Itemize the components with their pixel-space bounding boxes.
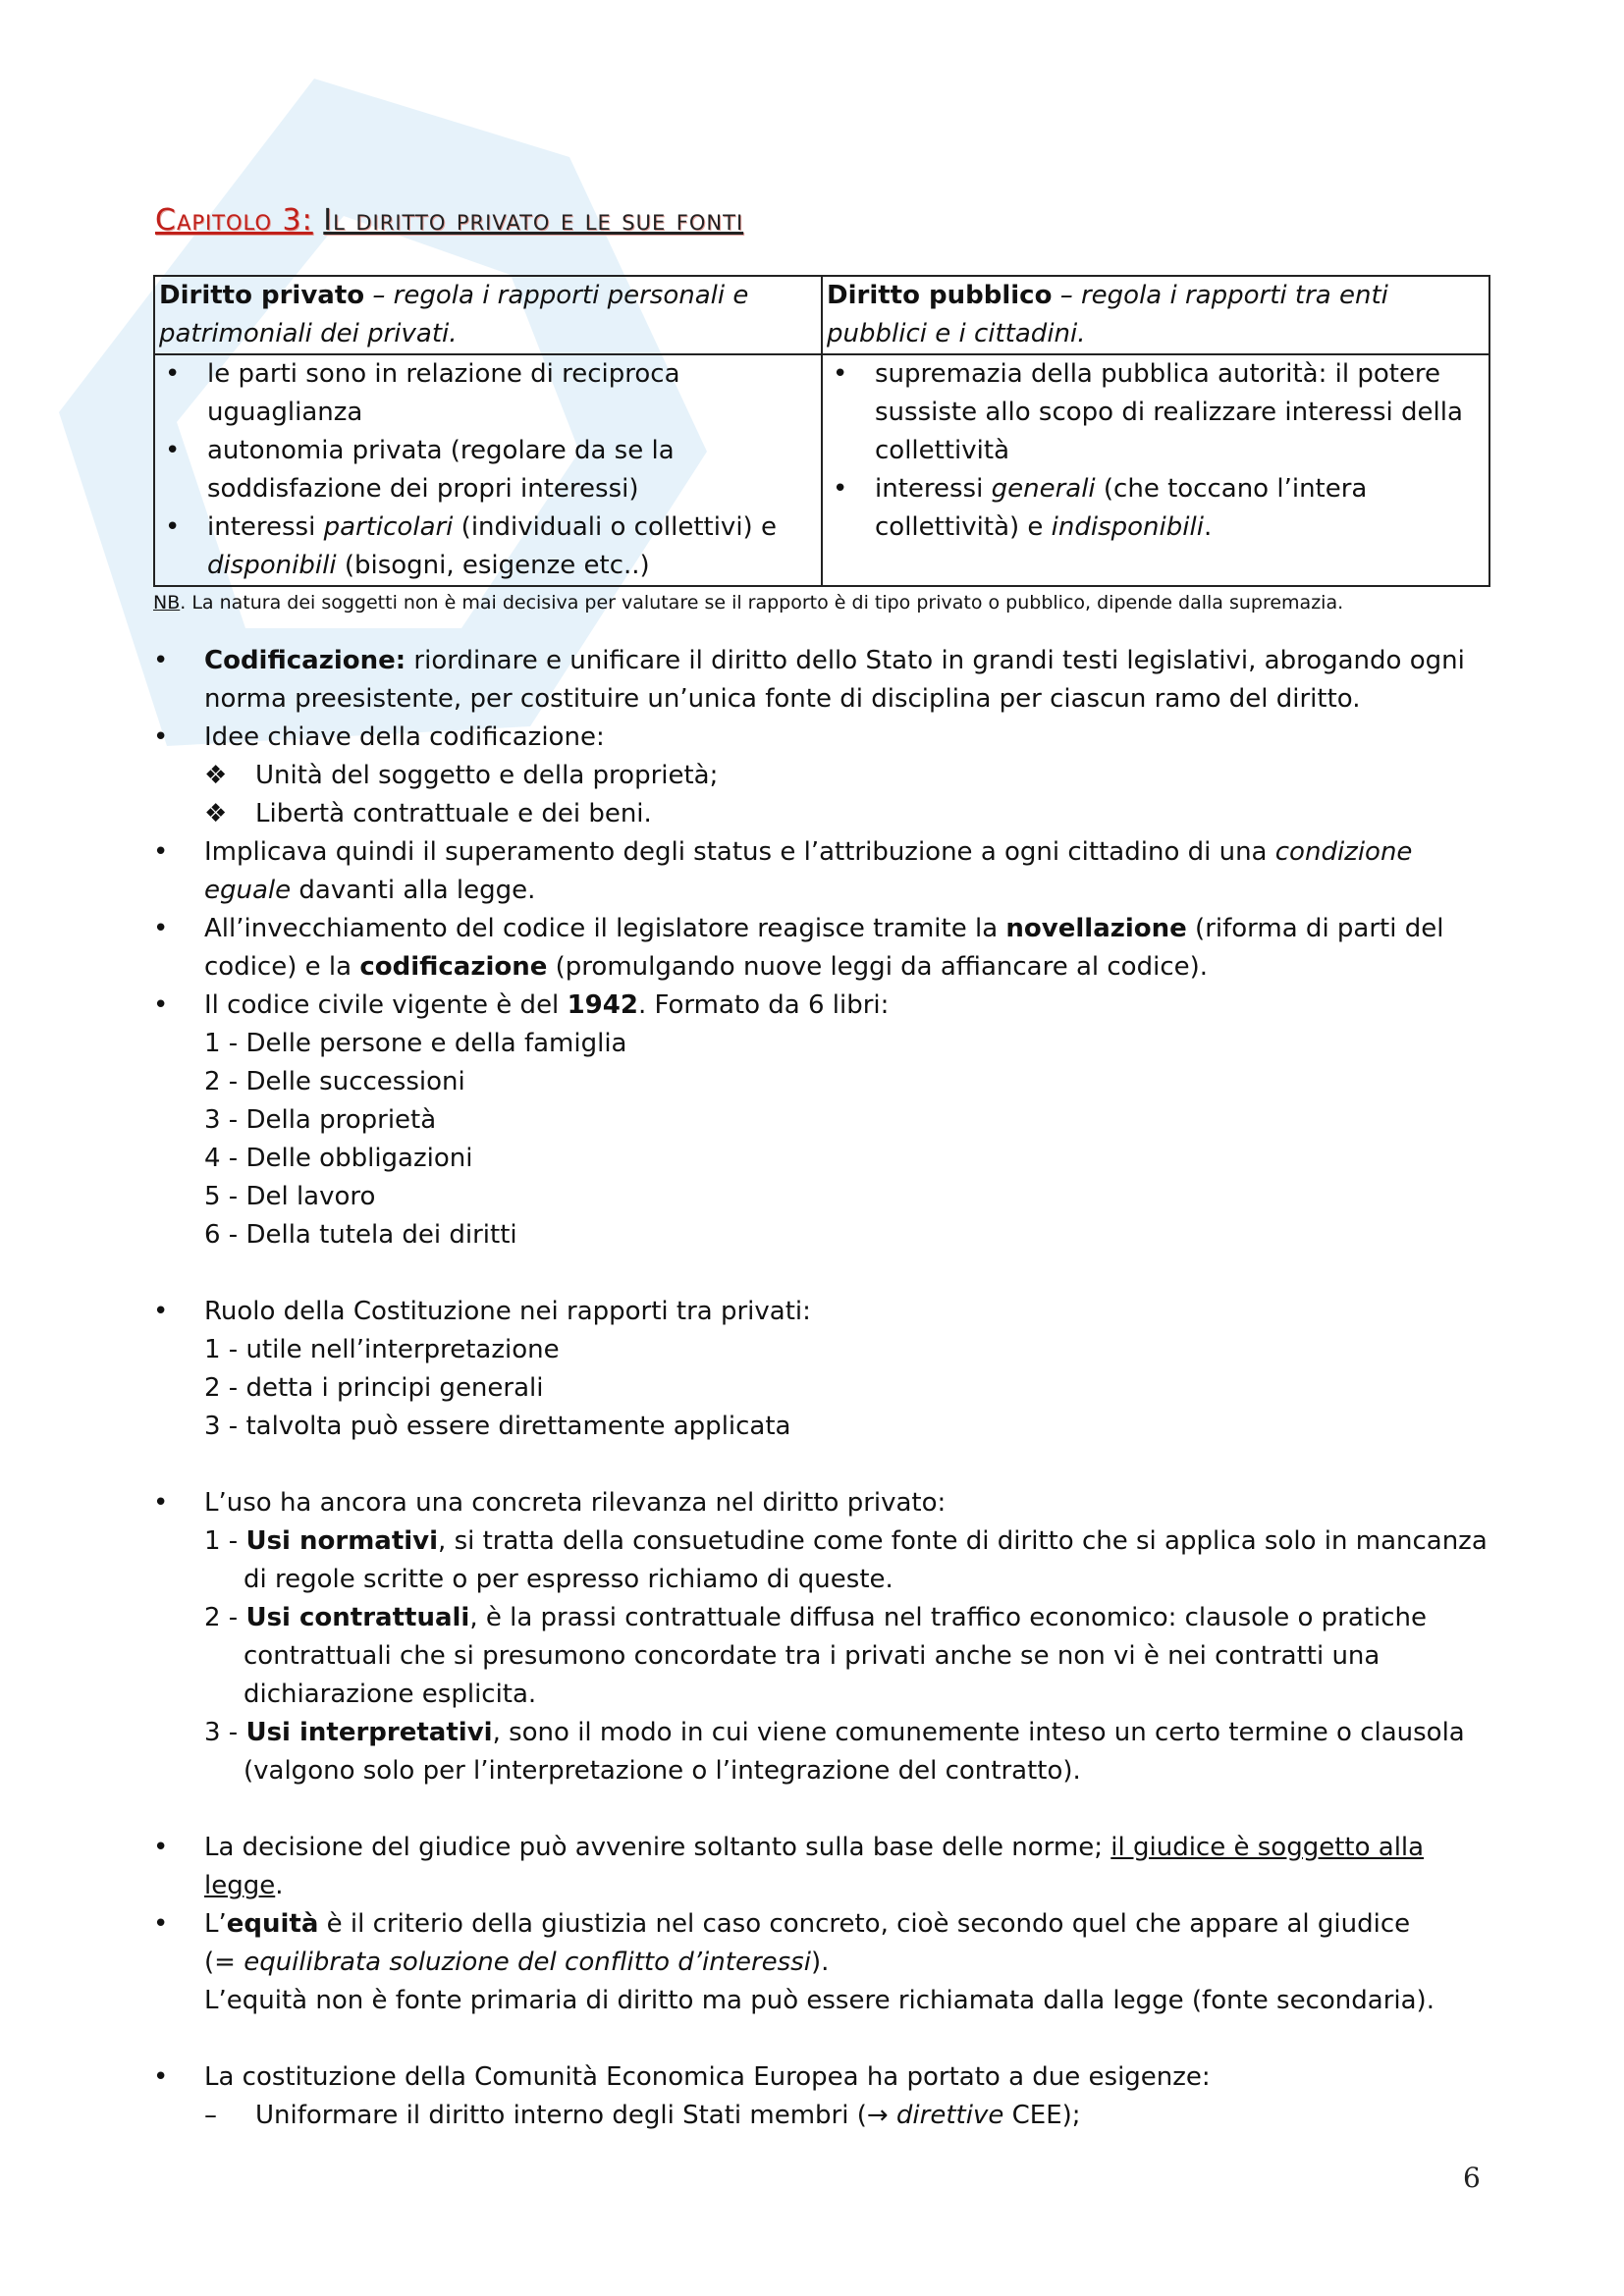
uso-item: 2 - Usi contrattuali, è la prassi contrattuale diffusa nel traffico economico: clausole o pratiche contrattuali che si presumono concordate tra i privati anche se non vi è nei contratti una dichiarazione esplicita.	[204, 1603, 1427, 1709]
list-item: – Uniformare il diritto interno degli Stati membri (→ direttive CEE);	[204, 2101, 1081, 2130]
list-item: • interessi generali (che toccano l’intera collettività) e indisponibili.	[827, 470, 1485, 547]
header-diritto-privato: Diritto privato – regola i rapporti personali e patrimoniali dei privati.	[154, 276, 822, 354]
list-item: • Codificazione: riordinare e unificare il diritto dello Stato in grandi testi legislativi, abrogando ogni norma preesistente, per costituire un’unica fonte di disciplina per ciascun ramo del diritto.	[153, 646, 1465, 714]
list-item: • supremazia della pubblica autorità: il potere sussiste allo scopo di realizzare interessi della collettività	[827, 355, 1485, 470]
term-codificazione: Codificazione:	[204, 646, 406, 675]
list-item: • Il codice civile vigente è del 1942. Formato da 6 libri:	[153, 990, 890, 1020]
list-item: • interessi particolari (individuali o collettivi) e disponibili (bisogni, esigenze etc..)	[159, 508, 817, 585]
comparison-table	[153, 275, 1490, 587]
libro-item: 3 - Della proprietà	[204, 1105, 437, 1135]
cell-privato-features	[154, 354, 822, 586]
costituzione-item: 3 - talvolta può essere direttamente applicata	[204, 1412, 791, 1441]
list-item: ❖ Libertà contrattuale e dei beni.	[204, 799, 652, 828]
list-item: • autonomia privata (regolare da se la soddisfazione dei propri interessi)	[159, 432, 817, 508]
list-item: • Implicava quindi il superamento degli status e l’attribuzione a ogni cittadino di una condizione eguale davanti alla legge.	[153, 837, 1413, 905]
list-item: • All’invecchiamento del codice il legislatore reagisce tramite la novellazione (riforma di parti del codice) e la codificazione (promulgando nuove leggi da affiancare al codice).	[153, 914, 1444, 982]
list-item: • L’equità è il criterio della giustizia nel caso concreto, cioè secondo quel che appare al giudice (= equilibrata soluzione del conflitto d’interessi). L’equità non è fonte primaria di diritto ma può essere richiamata dalla legge (fonte secondaria).	[153, 1909, 1435, 2015]
chapter-title	[155, 201, 1490, 240]
page-number: 6	[1463, 2162, 1481, 2194]
cell-pubblico-features	[822, 354, 1489, 586]
libro-item: 1 - Delle persone e della famiglia	[204, 1029, 627, 1058]
uso-item: 1 - Usi normativi, si tratta della consuetudine come fonte di diritto che si applica solo in mancanza di regole scritte o per espresso richiamo di queste.	[204, 1526, 1488, 1594]
chapter-label: Capitolo 3:	[155, 203, 313, 238]
uso-item: 3 - Usi interpretativi, sono il modo in cui viene comunemente inteso un certo termine o clausola (valgono solo per l’interpretazione o l’integrazione del contratto).	[204, 1718, 1465, 1786]
libro-item: 6 - Della tutela dei diritti	[204, 1220, 517, 1250]
list-item: ❖ Unità del soggetto e della proprietà;	[204, 761, 719, 790]
list-item: • Idee chiave della codificazione:	[153, 722, 605, 752]
list-item: • La decisione del giudice può avvenire soltanto sulla base delle norme; il giudice è soggetto alla legge.	[153, 1833, 1425, 1900]
list-item: • L’uso ha ancora una concreta rilevanza nel diritto privato:	[153, 1488, 947, 1518]
chapter-subject: Il diritto privato e le sue fonti	[323, 203, 744, 238]
nb-note: NB. La natura dei soggetti non è mai decisiva per valutare se il rapporto è di tipo privato o pubblico, dipende dalla supremazia.	[153, 592, 1344, 614]
header-diritto-pubblico: Diritto pubblico – regola i rapporti tra enti pubblici e i cittadini.	[822, 276, 1489, 354]
libro-item: 4 - Delle obbligazioni	[204, 1144, 473, 1173]
costituzione-item: 2 - detta i principi generali	[204, 1373, 544, 1403]
list-item: • La costituzione della Comunità Economica Europea ha portato a due esigenze:	[153, 2062, 1211, 2092]
document-page	[153, 201, 1490, 2135]
libro-item: 2 - Delle successioni	[204, 1067, 465, 1096]
libro-item: 5 - Del lavoro	[204, 1182, 376, 1211]
costituzione-item: 1 - utile nell’interpretazione	[204, 1335, 560, 1364]
table-body-row	[154, 354, 1489, 586]
list-item: • le parti sono in relazione di reciproca uguaglianza	[159, 355, 817, 432]
list-item: • Ruolo della Costituzione nei rapporti tra privati:	[153, 1297, 811, 1326]
table-header-row	[154, 276, 1489, 354]
